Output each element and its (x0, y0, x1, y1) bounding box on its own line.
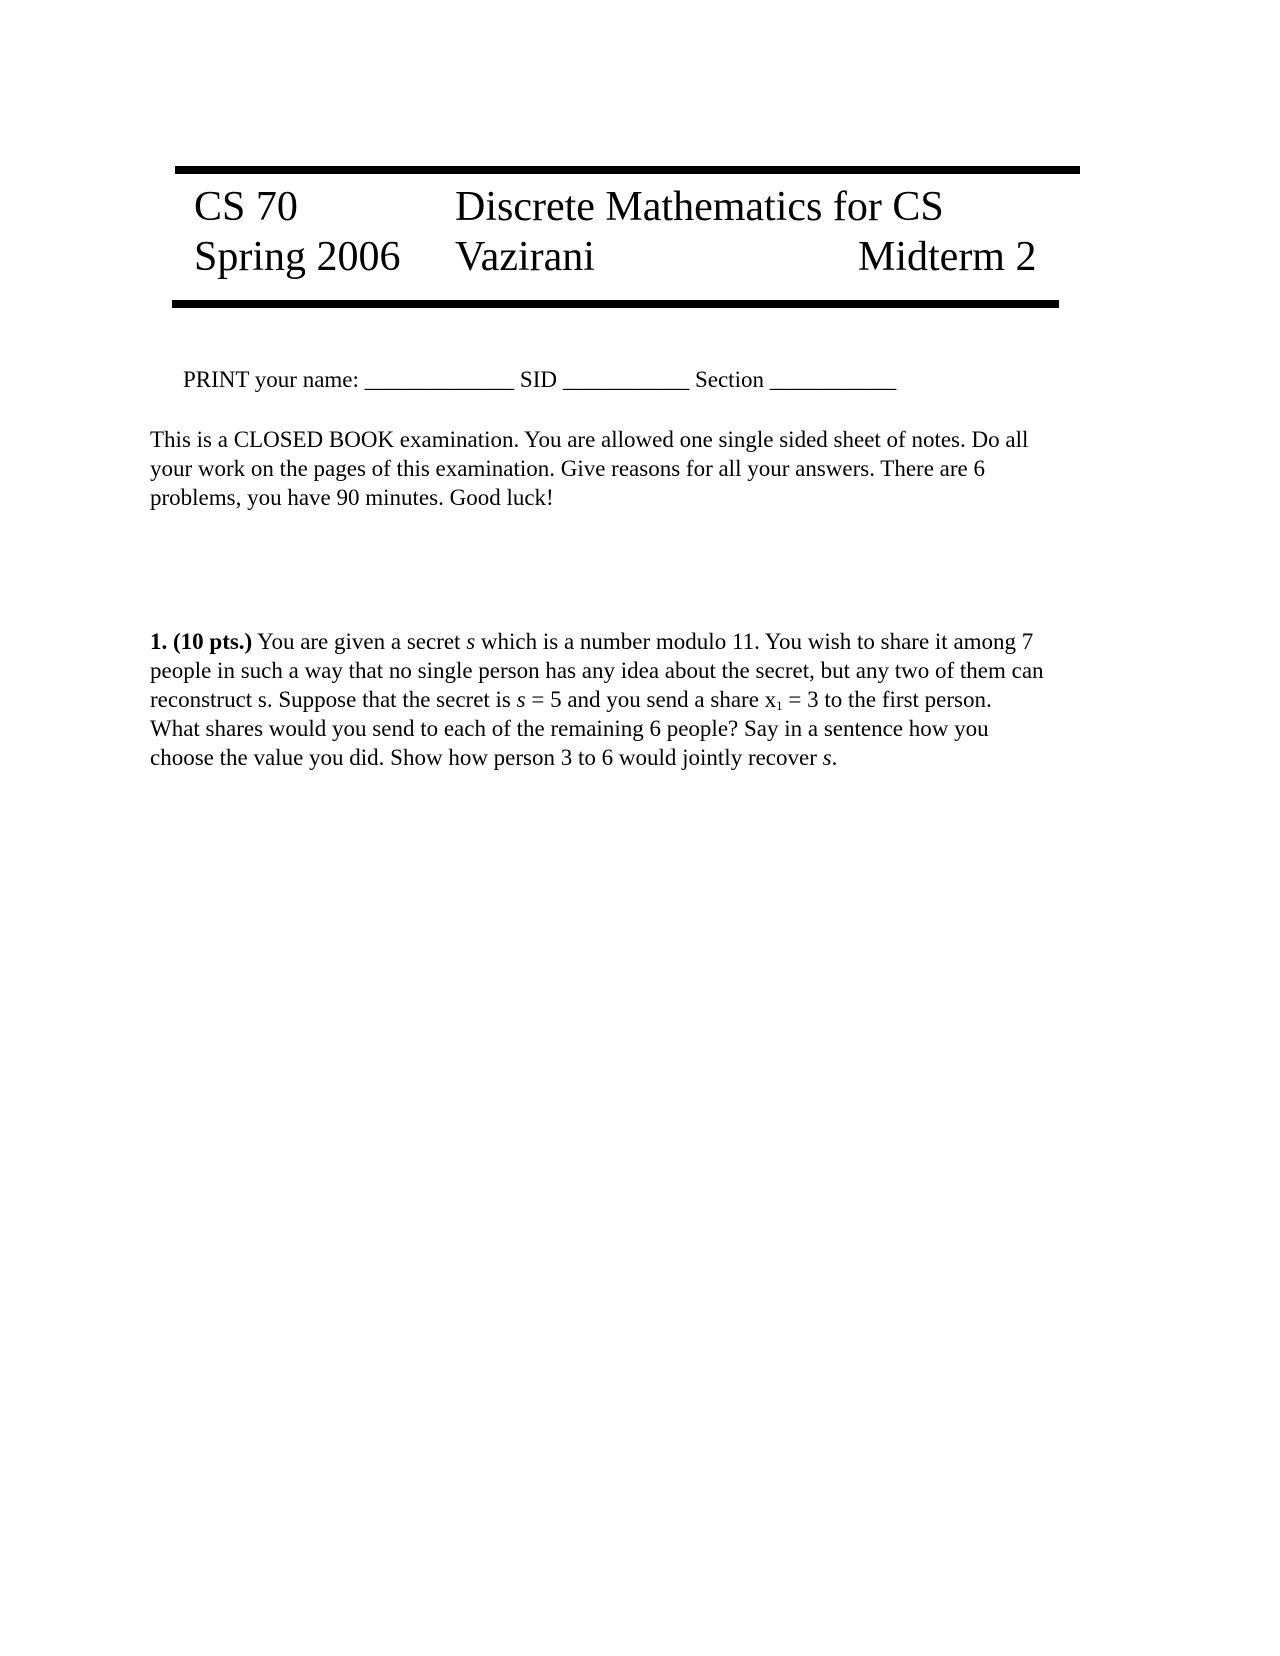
problem-text: = 5 and you send a share x (525, 687, 777, 712)
problem-1 (150, 627, 1130, 772)
problem-text: choose the value you did. Show how person 3 to 6 would jointly recover (150, 745, 823, 770)
problem-number: 1. (10 pts.) (150, 629, 253, 654)
header-bottom-rule (172, 300, 1059, 308)
name-field-label: PRINT your name: _____________ (183, 367, 515, 392)
variable-s: s (822, 745, 832, 770)
header-top-rule (175, 166, 1080, 174)
course-code: CS 70 (194, 184, 298, 230)
problem-line (150, 627, 1130, 656)
problem-line (150, 685, 1130, 714)
exam-instructions (150, 425, 1130, 512)
problem-text: . (831, 745, 838, 770)
instructor: Vazirani (455, 234, 595, 280)
subscript-1: 1 (776, 698, 783, 713)
course-title: Discrete Mathematics for CS (455, 184, 944, 230)
problem-text: You are given a secret (252, 629, 467, 654)
term: Spring 2006 (194, 234, 401, 280)
sid-field-label: SID ___________ (519, 367, 690, 392)
exam-title: Midterm 2 (858, 234, 1037, 280)
instructions-line: problems, you have 90 minutes. Good luck! (150, 485, 554, 510)
variable-s: s (516, 687, 526, 712)
variable-s: s (466, 629, 476, 654)
problem-text: = 3 to the first person. (782, 687, 992, 712)
instructions-line: your work on the pages of this examination. Give reasons for all your answers. There are 6 (150, 456, 985, 481)
problem-line (150, 743, 1130, 772)
problem-text: which is a number modulo 11. You wish to share it among 7 (475, 629, 1034, 654)
problem-text: reconstruct s. Suppose that the secret is (150, 687, 517, 712)
section-field-label: Section ___________ (694, 367, 897, 392)
problem-line: people in such a way that no single person has any idea about the secret, but any two of them can (150, 658, 1044, 683)
problem-line: What shares would you send to each of the remaining 6 people? Say in a sentence how you (150, 716, 989, 741)
student-info-line (183, 367, 896, 393)
instructions-line: This is a CLOSED BOOK examination. You are allowed one single sided sheet of notes. Do all (150, 427, 1029, 452)
